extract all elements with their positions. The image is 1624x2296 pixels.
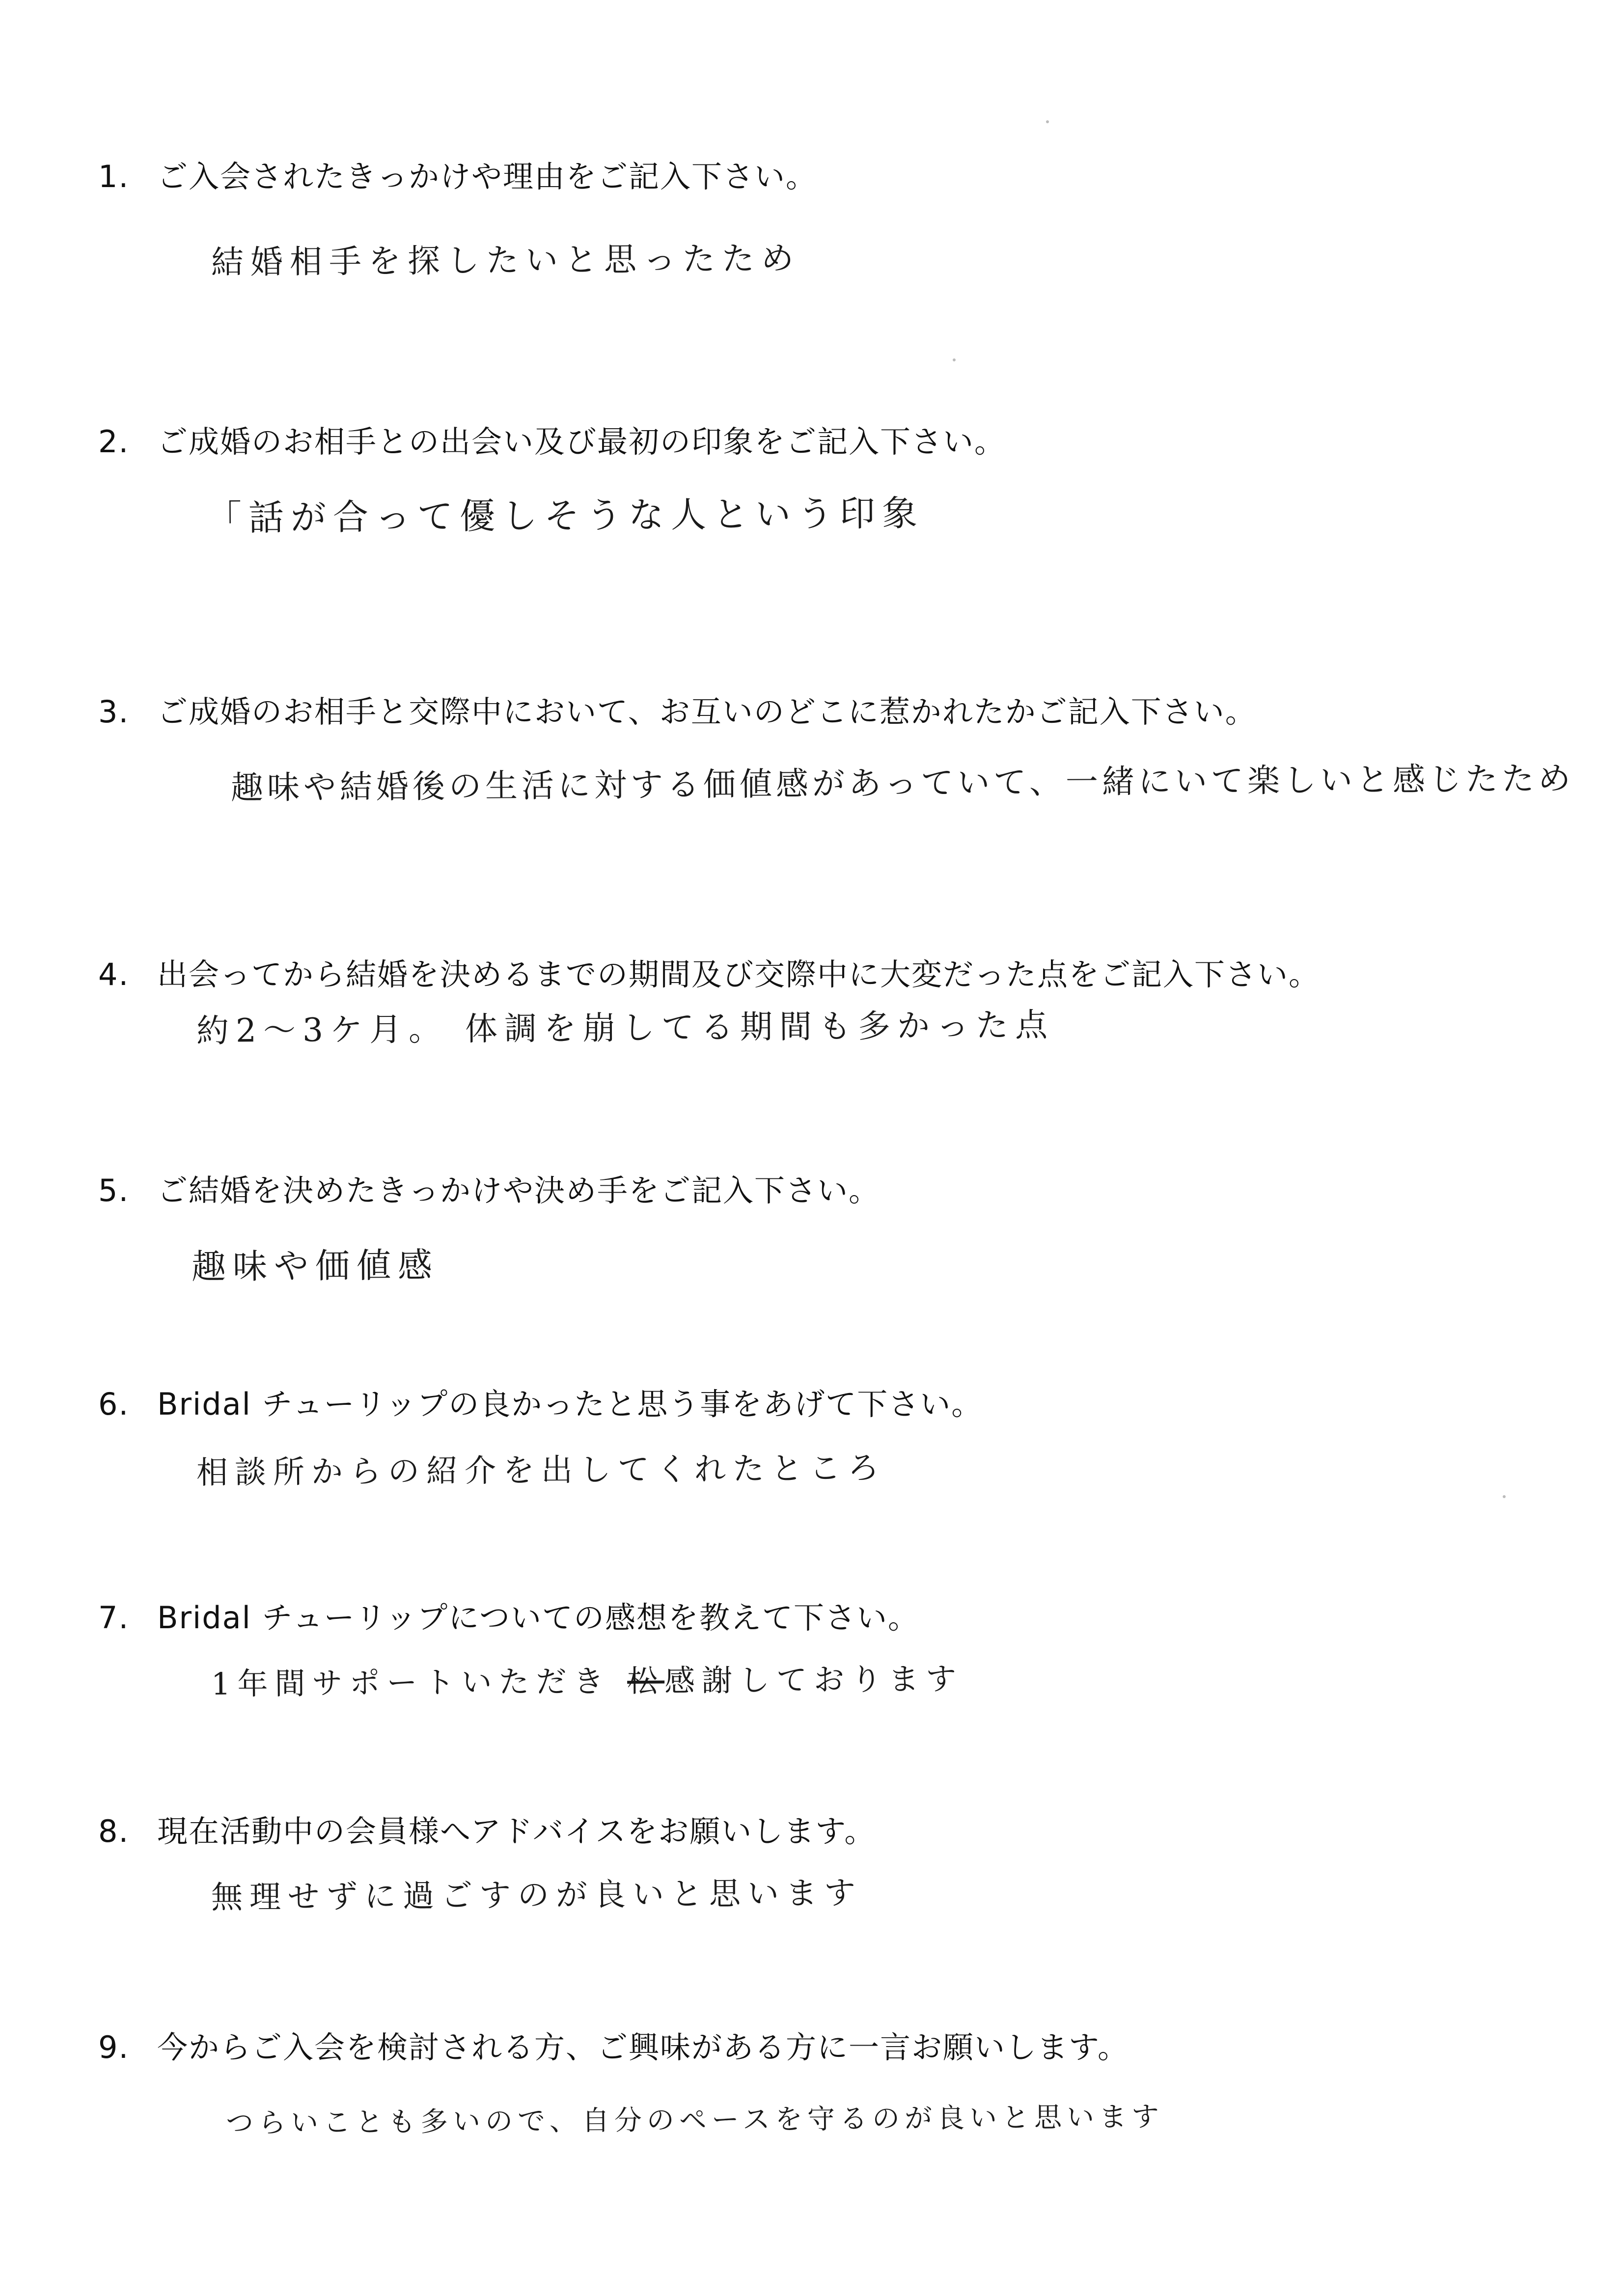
- answer-5: 趣味や価値感: [191, 1245, 440, 1287]
- question-text: 出会ってから結婚を決めるまでの期間及び交際中に大変だった点をご記入下さい。: [157, 957, 1321, 992]
- question-5: [98, 1171, 880, 1210]
- question-text: ご入会されたきっかけや理由をご記入下さい。: [157, 159, 818, 194]
- question-number: 2.: [98, 424, 130, 460]
- answer-3: 趣味や結婚後の生活に対する価値感があっていて、一緒にいて楽しいと感じたため: [230, 759, 1575, 807]
- scan-speck: [953, 358, 956, 361]
- answer-8: 無理せずに過ごすのが良いと思います: [211, 1875, 863, 1916]
- answer-7: [211, 1657, 963, 1706]
- answer-2: 「話が合って優しそうな人という印象: [206, 492, 925, 539]
- question-number: 1.: [98, 159, 130, 194]
- struck-out-character: 松: [627, 1663, 665, 1699]
- question-number: 6.: [98, 1386, 130, 1422]
- question-number: 5.: [98, 1173, 130, 1208]
- question-text: ご成婚のお相手との出会い及び最初の印象をご記入下さい。: [157, 424, 1006, 460]
- question-8: [98, 1812, 876, 1851]
- question-number: 8.: [98, 1813, 130, 1849]
- question-number: 3.: [98, 694, 130, 730]
- question-7: [98, 1598, 919, 1638]
- answer-text: 感謝しております: [664, 1661, 963, 1699]
- question-4: [98, 955, 1320, 994]
- answer-4: 約2～3ケ月。 体調を崩してる期間も多かった点: [196, 1006, 1055, 1050]
- question-text: Bridal チューリップについての感想を教えて下さい。: [157, 1600, 919, 1636]
- question-text: ご結婚を決めたきっかけや決め手をご記入下さい。: [157, 1173, 881, 1208]
- question-number: 7.: [98, 1600, 130, 1636]
- question-9: [98, 2028, 1129, 2067]
- question-1: [98, 157, 817, 196]
- question-text: ご成婚のお相手と交際中において、お互いのどこに惹かれたかご記入下さい。: [157, 694, 1257, 730]
- question-text: 今からご入会を検討される方、ご興味がある方に一言お願いします。: [157, 2029, 1129, 2065]
- question-number: 4.: [98, 957, 130, 992]
- answer-6: 相談所からの紹介を出してくれたところ: [196, 1450, 886, 1491]
- answer-text: 1年間サポートいただき: [211, 1663, 628, 1702]
- answer-9: つらいことも多いので、自分のペースを守るのが良いと思います: [225, 2101, 1164, 2139]
- question-number: 9.: [98, 2029, 130, 2065]
- question-3: [98, 692, 1257, 732]
- question-6: [98, 1385, 983, 1424]
- question-2: [98, 422, 1006, 462]
- question-text: Bridal チューリップの良かったと思う事をあげて下さい。: [157, 1386, 983, 1422]
- answer-1: 結婚相手を探したいと思ったため: [211, 239, 801, 281]
- scan-speck: [1503, 1495, 1506, 1498]
- scan-speck: [1046, 120, 1049, 123]
- question-text: 現在活動中の会員様へアドバイスをお願いします。: [157, 1813, 876, 1849]
